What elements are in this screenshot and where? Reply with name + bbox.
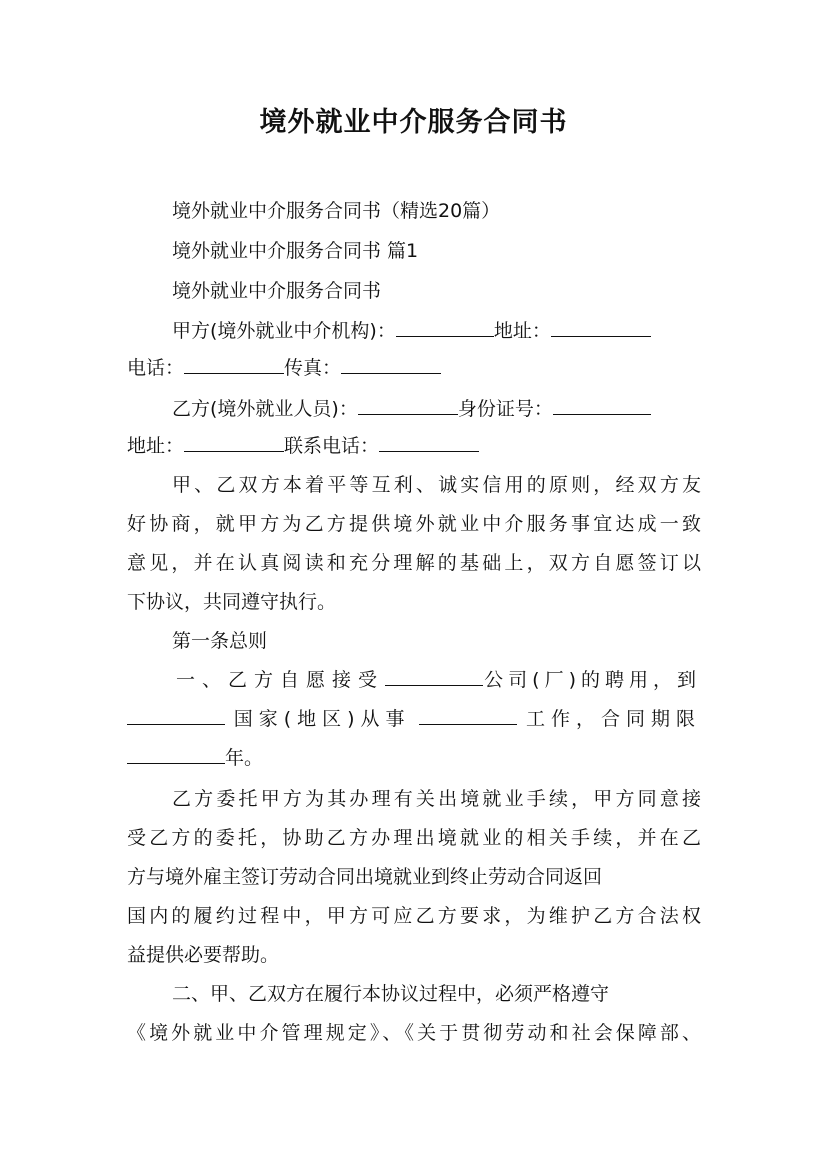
party-a-fax-label: 传真：: [284, 357, 342, 379]
clause1-line1: [176, 667, 701, 693]
collection-subtitle: 境外就业中介服务合同书（精选20篇）: [172, 200, 501, 222]
company-blank: [385, 667, 483, 686]
para2-line: 方与境外雇主签订劳动合同出境就业到终止劳动合同返回: [127, 866, 603, 888]
document-title: 境外就业中介服务合同书: [259, 107, 568, 138]
clause1-text-d: 工作，合同期限: [525, 708, 701, 730]
para2-line: 乙方委托甲方为其办理有关出境就业手续，甲方同意接: [172, 788, 705, 810]
party-b-id-label: 身份证号：: [457, 398, 553, 420]
preamble-line: 甲、乙双方本着平等互利、诚实信用的原则，经双方友: [172, 474, 705, 496]
para3-line: 二、甲、乙双方在履行本协议过程中，必须严格遵守: [172, 983, 610, 1005]
clause1-line2: [127, 706, 701, 732]
clause1-line3: [127, 745, 263, 771]
party-a-address-label: 地址：: [493, 320, 551, 342]
clause1-text-e: 年。: [225, 747, 264, 769]
job-blank: [419, 706, 517, 725]
party-b-label: 乙方(境外就业人员)：: [172, 398, 358, 420]
party-a-address-blank: [551, 318, 651, 337]
doc-subtitle: 境外就业中介服务合同书: [172, 280, 382, 302]
preamble-line: 下协议，共同遵守执行。: [127, 591, 337, 613]
clause1-text-b: 公司(厂)的聘用，到: [484, 669, 701, 691]
party-a-label: 甲方(境外就业中介机构)：: [172, 320, 396, 342]
party-b-phone-label: 联系电话：: [284, 435, 380, 457]
article-heading: 第一条总则: [172, 630, 268, 652]
party-a-contact-line: [127, 355, 441, 381]
para2-line: 益提供必要帮助。: [127, 944, 280, 966]
party-b-address-label: 地址：: [127, 435, 185, 457]
country-blank: [127, 706, 225, 725]
party-b-contact-line: [127, 433, 479, 459]
para2-line: 国内的履约过程中，甲方可应乙方要求，为维护乙方合法权: [127, 905, 705, 927]
party-a-line: [172, 318, 651, 344]
party-b-line: [172, 396, 651, 422]
para3-line: 《境外就业中介管理规定》、《关于贯彻劳动和社会保障部、: [127, 1022, 705, 1044]
party-a-fax-blank: [341, 355, 441, 374]
para2-line: 受乙方的委托，协助乙方办理出境就业的相关手续，并在乙: [127, 827, 705, 849]
party-b-id-blank: [553, 396, 651, 415]
party-b-name-blank: [358, 396, 458, 415]
term-blank: [127, 745, 225, 764]
part-subtitle: 境外就业中介服务合同书 篇1: [172, 240, 419, 262]
party-a-phone-label: 电话：: [127, 357, 185, 379]
preamble-line: 好协商，就甲方为乙方提供境外就业中介服务事宜达成一致: [127, 513, 705, 535]
preamble-line: 意见，并在认真阅读和充分理解的基础上，双方自愿签订以: [127, 552, 705, 574]
clause1-text-a: 一、乙方自愿接受: [176, 669, 385, 691]
clause1-text-c: 国家(地区)从事: [233, 708, 411, 730]
party-b-address-blank: [184, 433, 284, 452]
party-a-phone-blank: [184, 355, 284, 374]
party-a-name-blank: [396, 318, 494, 337]
party-b-phone-blank: [379, 433, 479, 452]
